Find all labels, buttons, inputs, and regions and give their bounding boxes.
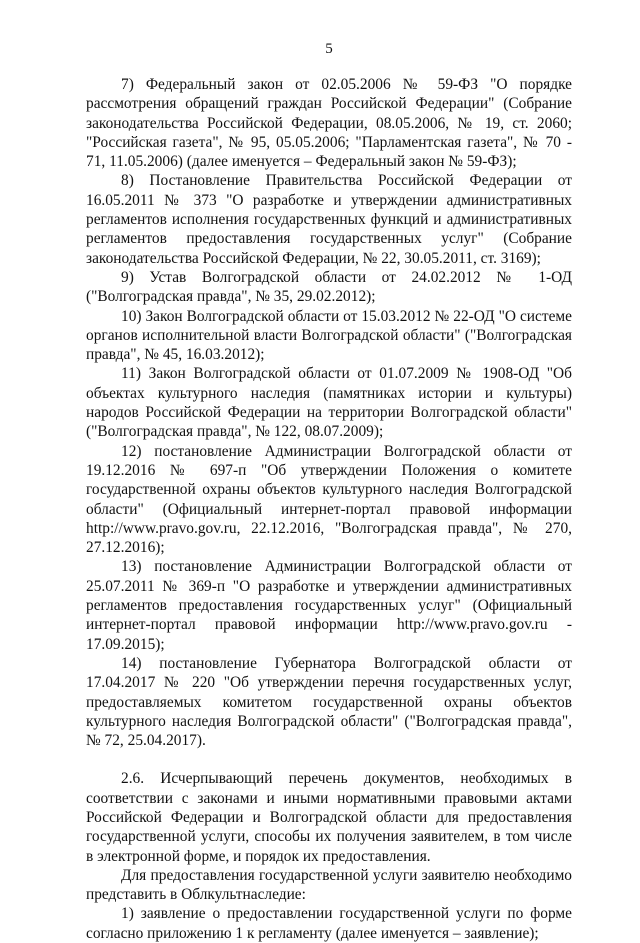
page-number: 5 bbox=[325, 41, 333, 57]
paragraph-list-item-1: 1) заявление о предоставлении государственной услуги по форме согласно приложению 1 к регламенту (далее именуется – заявление); bbox=[86, 905, 572, 942]
paragraph-item-9: 9) Устав Волгоградской области от 24.02.2012 № 1-ОД ("Волгоградская правда", № 35, 29.02.2012); bbox=[86, 268, 572, 306]
paragraph-intro: Для предоставления государственной услуги заявителю необходимо представить в Облкультнаследие: bbox=[86, 866, 572, 904]
paragraph-item-7: 7) Федеральный закон от 02.05.2006 № 59-ФЗ "О порядке рассмотрения обращений граждан Российской Федерации" (Собрание законодательства Российской Федерации, 08.05.2006, № 19, ст. 2060; "Российская газета", № 95, 05.05.2006; "Парламентская газета", № 70 - 71, 11.05.2006) (далее именуется – Федеральный закон № 59-ФЗ); bbox=[86, 76, 572, 171]
paragraph-item-14: 14) постановление Губернатора Волгоградской области от 17.04.2017 № 220 "Об утверждении перечня государственных услуг, предоставляемых комитетом государственной охраны объектов культурного наследия Волгоградской области" ("Волгоградская правда", № 72, 25.04.2017). bbox=[86, 654, 572, 750]
paragraph-item-12: 12) постановление Администрации Волгоградской области от 19.12.2016 № 697-п "Об утверждении Положения о комитете государственной охраны объектов культурного наследия Волгоградской области" (Официальный интернет-портал правовой информации http://www.pravo.gov.ru, 22.12.2016, "Волгоградская правда", № 270, 27.12.2016); bbox=[86, 442, 572, 557]
paragraph-item-11: 11) Закон Волгоградской области от 01.07.2009 № 1908-ОД "Об объектах культурного наследия (памятниках истории и культуры) народов Российской Федерации на территории Волгоградской области" ("Волгоградская правда", № 122, 08.07.2009); bbox=[86, 365, 572, 441]
document-body bbox=[86, 75, 572, 943]
paragraph-item-8: 8) Постановление Правительства Российской Федерации от 16.05.2011 № 373 "О разработке и утверждении административных регламентов исполнения государственных функций и административных регламентов предоставления государственных услуг" (Собрание законодательства Российской Федерации, № 22, 30.05.2011, ст. 3169); bbox=[86, 172, 572, 267]
section-2-6-heading: 2.6. Исчерпывающий перечень документов, необходимых в соответствии с законами и иными нормативными правовыми актами Российской Федерации и Волгоградской области для предоставления государственной услуги, способы их получения заявителем, в том числе в электронной форме, и порядок их предоставления. bbox=[86, 770, 572, 865]
paragraph-item-13: 13) постановление Администрации Волгоградской области от 25.07.2011 № 369-п "О разработке и утверждении административных регламентов предоставления государственных услуг" (Официальный интернет-портал правовой информации http://www.pravo.gov.ru - 17.09.2015); bbox=[86, 558, 572, 653]
paragraph-item-10: 10) Закон Волгоградской области от 15.03.2012 № 22-ОД "О системе органов исполнительной власти Волгоградской области" ("Волгоградская правда", № 45, 16.03.2012); bbox=[86, 307, 572, 364]
